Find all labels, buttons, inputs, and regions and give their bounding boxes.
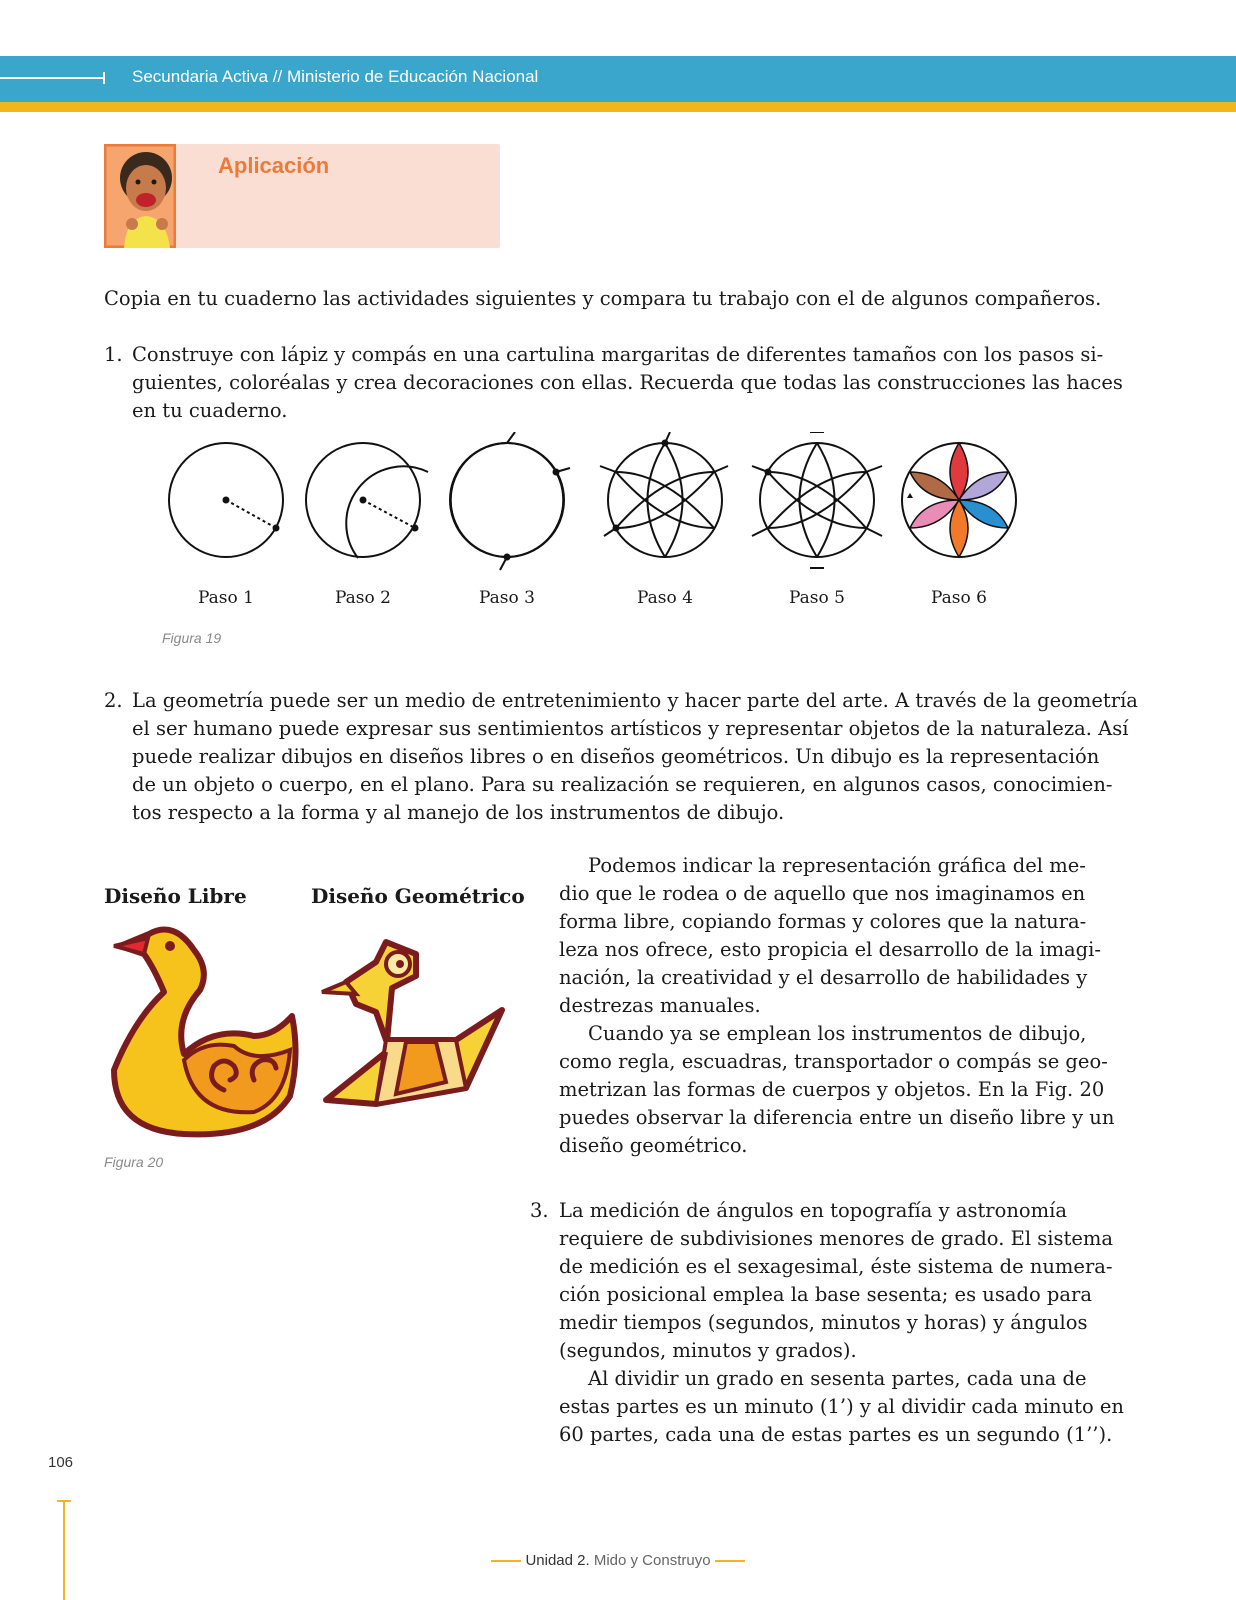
free-design-duck-icon xyxy=(104,920,304,1140)
header-bar xyxy=(0,56,1236,102)
right-col-line: leza nos ofrece, esto propicia el desarrollo de la imagi- xyxy=(559,938,1101,961)
section-title: Aplicación xyxy=(218,153,330,178)
footer-rule-right xyxy=(715,1560,745,1562)
item3-line: estas partes es un minuto (1’) y al dividir cada minuto en xyxy=(559,1395,1124,1418)
header-stripe xyxy=(0,102,1236,112)
step-6-drawing xyxy=(902,443,1016,557)
item2-line: puede realizar dibujos en diseños libres o en diseños geométricos. Un dibujo es la representación xyxy=(132,745,1100,768)
item1-number: 1. xyxy=(104,343,123,366)
step-label: Paso 6 xyxy=(931,588,987,608)
step-3-drawing xyxy=(450,432,570,570)
item3-line: de medición es el sexagesimal, éste sistema de numera- xyxy=(559,1255,1113,1278)
item3-line: La medición de ángulos en topografía y astronomía xyxy=(559,1199,1068,1222)
step-label: Paso 1 xyxy=(198,588,254,608)
footer-unit: Unidad 2. xyxy=(525,1552,590,1569)
geometric-design-duck-icon xyxy=(316,932,506,1112)
step-1-drawing xyxy=(169,443,283,557)
item3-line: Al dividir un grado en sesenta partes, cada una de xyxy=(588,1367,1087,1390)
right-col-line: diseño geométrico. xyxy=(559,1134,748,1157)
step-label: Paso 5 xyxy=(789,588,845,608)
footer-title: Mido y Construyo xyxy=(593,1552,711,1569)
item1-line: guientes, coloréalas y crea decoraciones con ellas. Recuerda que todas las construcciones las haces xyxy=(132,371,1123,394)
step-2-drawing xyxy=(306,443,428,558)
figure-19-daisy-steps xyxy=(160,432,1060,572)
right-col-line: como regla, escuadras, transportador o compás se geo- xyxy=(559,1050,1108,1073)
item3-line: requiere de subdivisiones menores de grado. El sistema xyxy=(559,1227,1114,1250)
footer xyxy=(0,1552,1236,1569)
header-title: Secundaria Activa // Ministerio de Educación Nacional xyxy=(132,67,539,86)
item3-line: ción posicional emplea la base sesenta; es usado para xyxy=(559,1283,1092,1306)
item2-line: tos respecto a la forma y al manejo de los instrumentos de dibujo. xyxy=(132,801,785,824)
header-rule-tick xyxy=(103,72,105,84)
page-number: 106 xyxy=(48,1454,74,1471)
right-col-line: puedes observar la diferencia entre un diseño libre y un xyxy=(559,1106,1115,1129)
item3-line: medir tiempos (segundos, minutos y horas) y ángulos xyxy=(559,1311,1088,1334)
right-col-line: Cuando ya se emplean los instrumentos de dibujo, xyxy=(588,1022,1087,1045)
student-avatar-icon xyxy=(104,144,176,248)
intro-paragraph: Copia en tu cuaderno las actividades siguientes y compara tu trabajo con el de algunos compañeros. xyxy=(104,287,1102,310)
right-col-line: Podemos indicar la representación gráfica del me- xyxy=(588,854,1086,877)
right-col-line: dio que le rodea o de aquello que nos imaginamos en xyxy=(559,882,1086,905)
geometric-design-title: Diseño Geométrico xyxy=(311,884,525,908)
margin-rule xyxy=(63,1500,65,1600)
item2-number: 2. xyxy=(104,689,123,712)
figure-20-caption: Figura 20 xyxy=(104,1154,164,1170)
step-label: Paso 2 xyxy=(335,588,391,608)
step-5-drawing xyxy=(752,432,882,568)
step-4-drawing xyxy=(600,432,728,557)
item2-line: el ser humano puede expresar sus sentimientos artísticos y representar objetos de la naturaleza. Así xyxy=(132,717,1129,740)
item3-line: (segundos, minutos y grados). xyxy=(559,1339,857,1362)
right-col-line: destrezas manuales. xyxy=(559,994,761,1017)
right-col-line: forma libre, copiando formas y colores que la natura- xyxy=(559,910,1087,933)
right-col-line: nación, la creatividad y el desarrollo de habilidades y xyxy=(559,966,1088,989)
header-rule xyxy=(0,77,104,79)
free-design-title: Diseño Libre xyxy=(104,884,247,908)
item2-line: de un objeto o cuerpo, en el plano. Para su realización se requieren, en algunos casos, conocimien- xyxy=(132,773,1113,796)
item3-number: 3. xyxy=(530,1199,549,1222)
item1-line: en tu cuaderno. xyxy=(132,399,288,422)
step-label: Paso 4 xyxy=(637,588,693,608)
right-col-line: metrizan las formas de cuerpos y objetos. En la Fig. 20 xyxy=(559,1078,1105,1101)
item2-line: La geometría puede ser un medio de entretenimiento y hacer parte del arte. A través de la geometría xyxy=(132,689,1138,712)
footer-rule-left xyxy=(491,1560,521,1562)
step-label: Paso 3 xyxy=(479,588,535,608)
item3-line: 60 partes, cada una de estas partes es un segundo (1’’). xyxy=(559,1423,1113,1446)
figure-19-caption: Figura 19 xyxy=(162,630,222,646)
item1-line: Construye con lápiz y compás en una cartulina margaritas de diferentes tamaños con los pasos si- xyxy=(132,343,1104,366)
